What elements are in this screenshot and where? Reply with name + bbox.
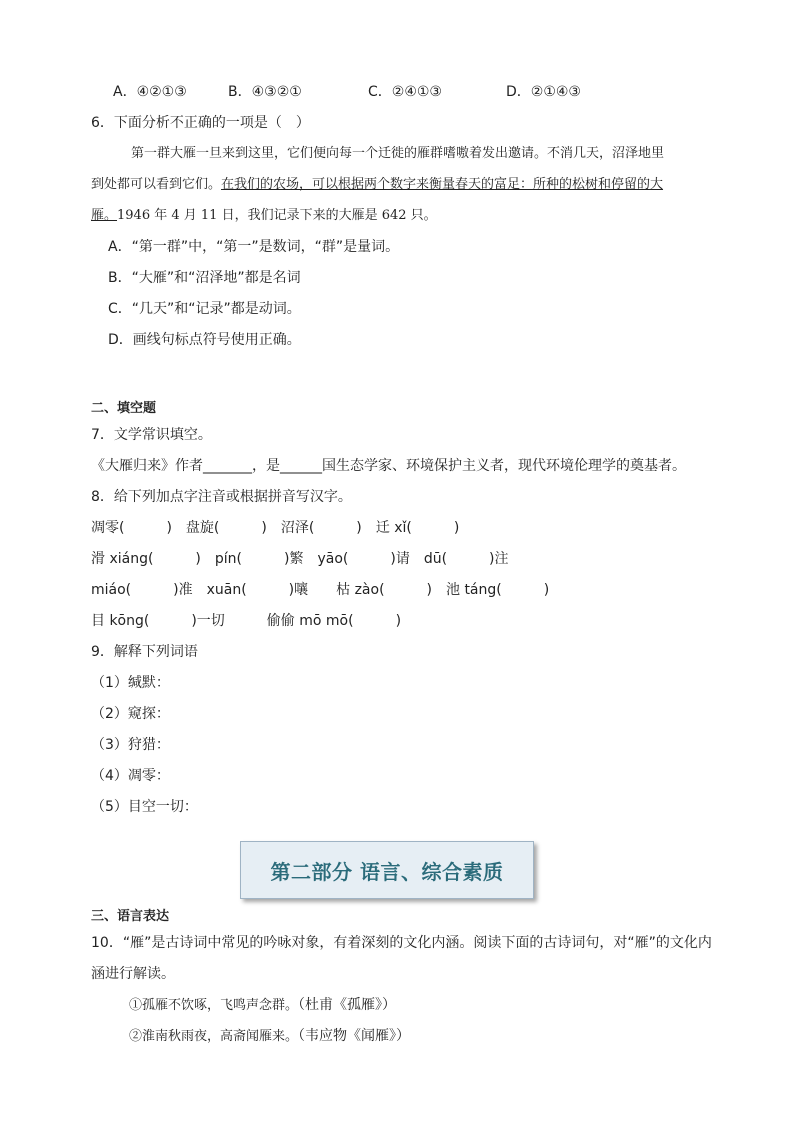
q9-item: （3）狩猎：	[91, 737, 170, 753]
section2-heading: 二、填空题	[91, 401, 157, 416]
q6-option-c: C．“几天”和“记录”都是动词。	[108, 301, 301, 317]
q9-item: （5）目空一切：	[91, 799, 198, 815]
q10-stem-line2: 涵进行解读。	[91, 966, 175, 982]
q6-passage-line1: 第一群大雁一旦来到这里，它们便向每一个迁徙的雁群嗜嗷着发出邀请。不消几天，沼泽地里	[131, 146, 665, 161]
q6-option-a: A．“第一群”中，“第一”是数词，“群”是量词。	[108, 239, 400, 255]
q8-row2: 滑 xiáng( ) pín( )繁 yāo( )请 dū( )注	[91, 551, 509, 567]
q6-passage-line2	[91, 175, 663, 195]
q8-stem: 8．给下列加点字注音或根据拼音写汉字。	[91, 489, 352, 505]
q6-option-d: D．画线句标点符号使用正确。	[108, 332, 301, 348]
q5-option-b: B．④③②①	[228, 84, 302, 100]
q6-passage-line3-plain: 1946 年 4 月 11 日，我们记录下来的大雁是 642 只。	[117, 208, 437, 223]
q10-poem1	[129, 995, 396, 1016]
q8-row3: miáo( )准 xuān( )嚷 枯 zào( ) 池 táng( )	[91, 582, 550, 598]
q10-poem2-source: （韦应物《闻雁》）	[298, 1028, 411, 1044]
q6-passage-line3-underlined: 雁。	[91, 208, 118, 223]
q9-item: （2）窥探：	[91, 706, 170, 722]
q8-row1: 凋零( ) 盘旋( ) 沼泽( ) 迁 xǐ( )	[91, 520, 460, 536]
q10-poem2	[129, 1026, 410, 1047]
q8-row4: 目 kōng( )一切 偷偷 mō mō( )	[91, 613, 402, 629]
q5-option-a: A．④②①③	[113, 84, 187, 100]
q6-passage-line2-plain: 到处都可以看到它们。	[91, 177, 222, 192]
q5-option-c: C．②④①③	[368, 84, 442, 100]
q10-poem1-source: （杜甫《孤雁》）	[298, 997, 397, 1013]
q7-stem: 7．文学常识填空。	[91, 427, 212, 443]
q5-option-d: D．②①④③	[506, 84, 581, 100]
section3-heading: 三、语言表达	[91, 909, 170, 924]
part-two-banner	[240, 841, 534, 899]
q6-option-b: B．“大雁”和“沼泽地”都是名词	[108, 270, 301, 286]
q10-poem1-text: ①孤雁不饮啄，飞鸣声念群。	[129, 998, 299, 1013]
part-two-banner-title: 第二部分 语言、综合素质	[270, 859, 504, 884]
q10-stem-line1: 10．“雁”是古诗词中常见的吟咏对象，有着深刻的文化内涵。阅读下面的古诗词句，对“雁”的文化内	[91, 935, 712, 951]
q6-passage-line2-underlined: 在我们的农场，可以根据两个数字来衡量春天的富足：所种的松树和停留的大	[221, 177, 664, 192]
q10-poem2-text: ②淮南秋雨夜，高斋闻雁来。	[129, 1029, 299, 1044]
q9-item: （4）凋零：	[91, 768, 170, 784]
q7-line: 《大雁归来》作者_______，是______国生态学家、环境保护主义者，现代环境伦理学的奠基者。	[91, 458, 686, 474]
q9-item: （1）缄默：	[91, 675, 170, 691]
q9-stem: 9．解释下列词语	[91, 644, 198, 660]
q6-passage-line3	[91, 206, 437, 226]
q6-stem: 6．下面分析不正确的一项是（ ）	[91, 115, 310, 131]
